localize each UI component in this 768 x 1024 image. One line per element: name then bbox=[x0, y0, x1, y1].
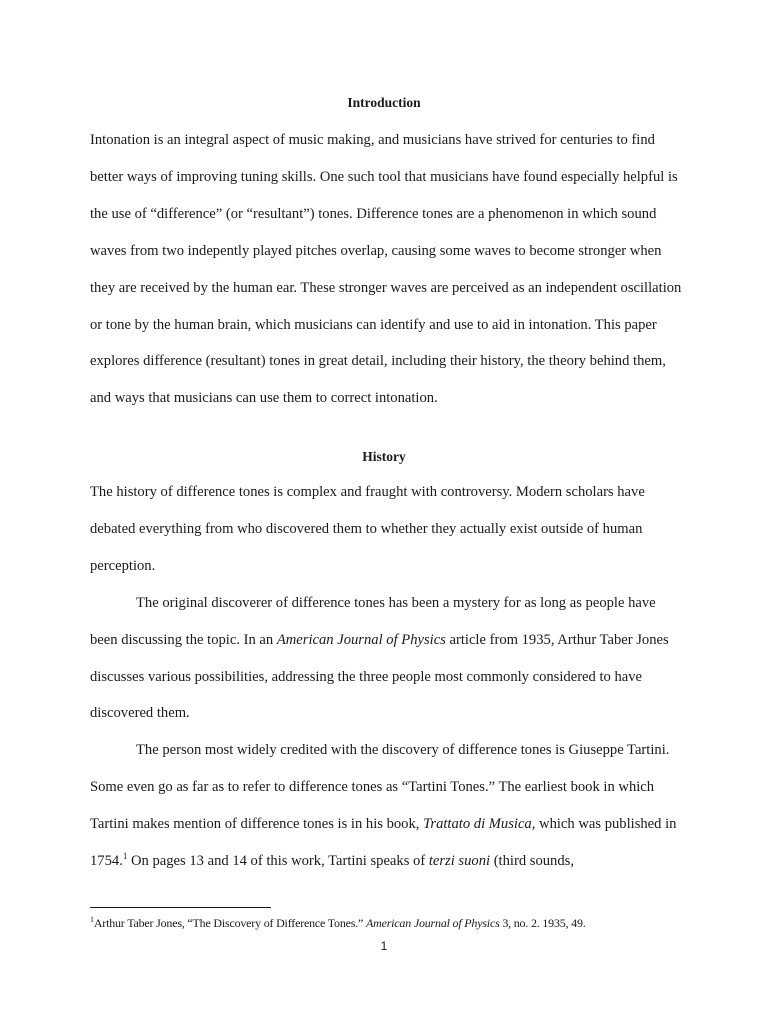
introduction-section bbox=[90, 122, 682, 417]
page-number: 1 bbox=[380, 939, 388, 953]
text-run: article from 1935, Arthur Taber Jones discusses various possibilities, addressing the three people most commonly considered to have discovered them. bbox=[90, 631, 669, 722]
text-run: , which was published in 1754. bbox=[90, 816, 677, 870]
journal-title: American Journal of Physics bbox=[276, 631, 446, 648]
footnote-reference[interactable]: 1 bbox=[122, 851, 128, 862]
text-run: (third sounds, bbox=[490, 853, 574, 870]
introduction-heading: Introduction bbox=[347, 95, 421, 110]
history-paragraph-3 bbox=[90, 732, 682, 880]
history-section bbox=[90, 474, 682, 880]
history-heading: History bbox=[362, 449, 406, 464]
footnote-text: 3, no. 2. 1935, 49. bbox=[499, 916, 586, 930]
foreign-term: terzi suoni bbox=[428, 853, 491, 870]
footnote-mark: 1 bbox=[90, 915, 94, 924]
footnote bbox=[90, 915, 710, 931]
book-title: Trattato di Musica bbox=[423, 816, 532, 833]
footnote-text: Arthur Taber Jones, “The Discovery of Difference Tones.” bbox=[93, 916, 366, 930]
footnote-journal-title: American Journal of Physics bbox=[365, 916, 500, 930]
history-paragraph-2 bbox=[90, 585, 682, 733]
footnote-separator bbox=[90, 907, 271, 908]
text-run: The person most widely credited with the discovery of difference tones is Giuseppe Tartini. Some even go as far as to refer to difference tones as “Tartini Tones.” The earliest book in which Tartini makes mention of difference tones is in his book, bbox=[90, 742, 670, 833]
text-run: On pages 13 and 14 of this work, Tartini speaks of bbox=[127, 853, 429, 870]
text-run: The original discoverer of difference tones has been a mystery for as long as people have been discussing the topic. In an bbox=[90, 594, 656, 648]
introduction-paragraph: Intonation is an integral aspect of music making, and musicians have strived for centuries to find better ways of improving tuning skills. One such tool that musicians have found especially helpful is the use of “difference” (or “resultant”) tones. Difference tones are a phenomenon in which sound waves from two indepently played pitches overlap, causing some waves to become stronger when they are received by the human ear. These stronger waves are perceived as an independent oscillation or tone by the human brain, which musicians can identify and use to aid in intonation. This paper explores difference (resultant) tones in great detail, including their history, the theory behind them, and ways that musicians can use them to correct intonation. bbox=[90, 132, 682, 407]
history-paragraph-1: The history of difference tones is complex and fraught with controversy. Modern scholars have debated everything from who discovered them to whether they actually exist outside of human perception. bbox=[90, 484, 645, 574]
